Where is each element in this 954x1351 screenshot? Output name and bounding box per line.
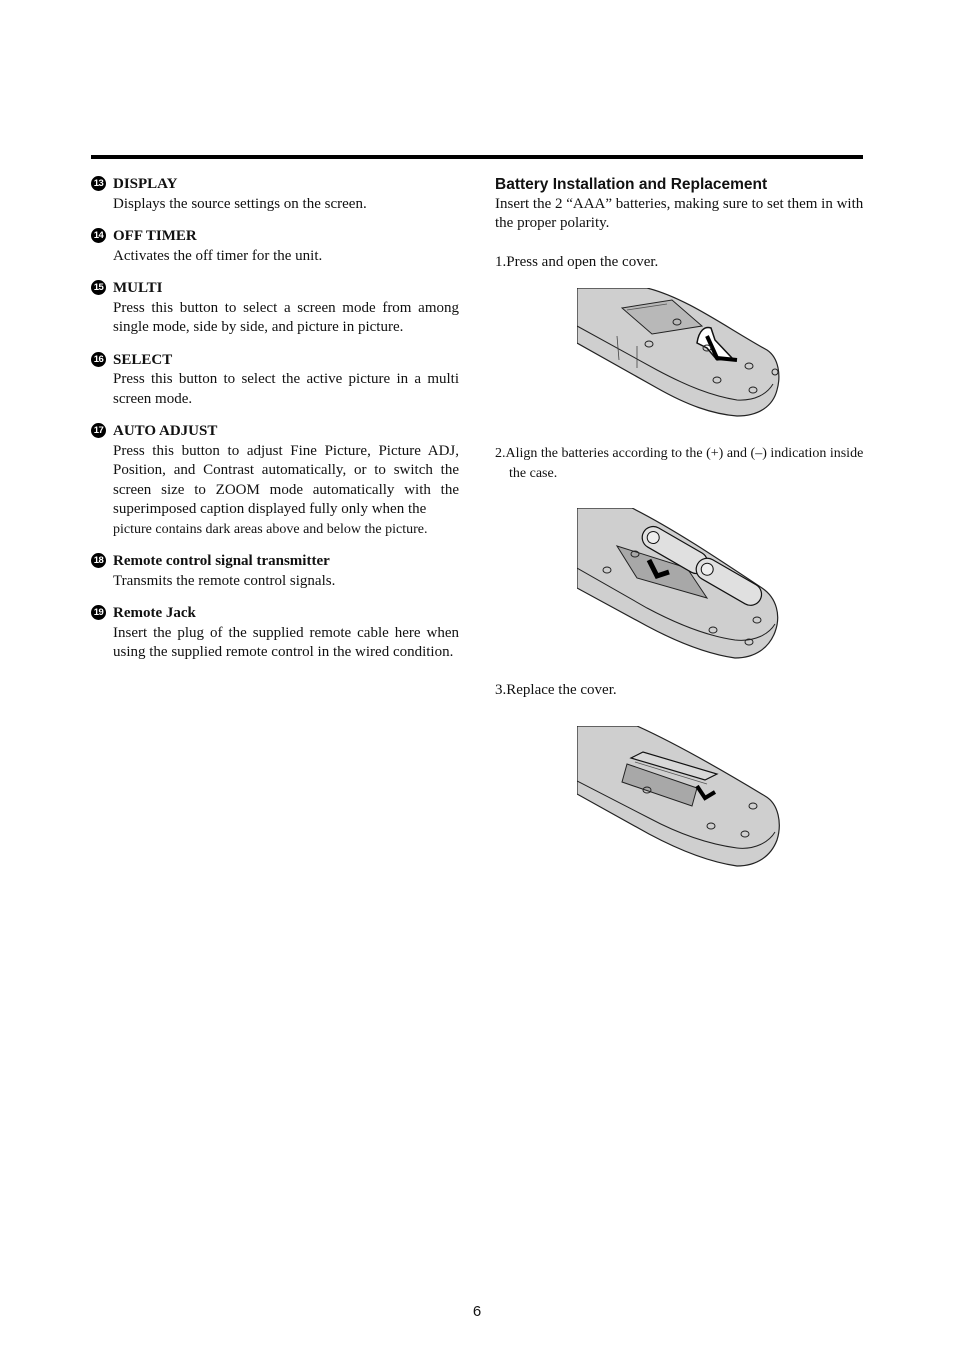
section-title: Battery Installation and Replacement [495, 176, 768, 193]
item-description: Press this button to select a screen mode from among single mode, side by side, and picture in picture. [113, 299, 459, 335]
item-remote-jack [91, 604, 459, 663]
item-description-last-line: picture contains dark areas above and below the picture. [113, 521, 428, 537]
item-multi [91, 279, 459, 338]
remote-insert-batteries-illustration [577, 508, 782, 670]
item-number-badge: 13 [91, 176, 106, 191]
item-number-badge: 16 [91, 352, 106, 367]
item-description: Displays the source settings on the screen. [113, 195, 367, 212]
item-select [91, 351, 459, 410]
item-number-badge: 15 [91, 280, 106, 295]
step-3-text: 3.Replace the cover. [495, 682, 617, 698]
page-number: 6 [472, 1303, 482, 1320]
item-description: Transmits the remote control signals. [113, 572, 336, 589]
item-off-timer [91, 227, 459, 266]
remote-replace-cover-illustration [577, 726, 782, 878]
item-description: Insert the plug of the supplied remote cable here when using the supplied remote control in the wired condition. [113, 624, 459, 660]
item-description: Activates the off timer for the unit. [113, 247, 323, 264]
item-title: DISPLAY [113, 176, 178, 192]
step-2-text: 2.Align the batteries according to the (+) and (–) indication inside the case. [495, 446, 864, 481]
battery-intro: Insert the 2 “AAA” batteries, making sure to set them in with the proper polarity. [495, 195, 864, 231]
item-display [91, 175, 459, 214]
remote-open-cover-illustration [577, 288, 782, 428]
item-description: Press this button to select the active picture in a multi screen mode. [113, 371, 459, 407]
item-number-badge: 14 [91, 228, 106, 243]
item-auto-adjust [91, 422, 459, 539]
item-title: AUTO ADJUST [113, 423, 218, 439]
item-title: Remote Jack [113, 605, 196, 621]
item-title: MULTI [113, 280, 163, 296]
step-1-text: 1.Press and open the cover. [495, 253, 659, 270]
button-descriptions [91, 175, 459, 676]
item-number-badge: 18 [91, 553, 106, 568]
top-rule [91, 155, 863, 159]
item-number-badge: 17 [91, 423, 106, 438]
item-title: SELECT [113, 351, 173, 368]
item-title: Remote control signal transmitter [113, 553, 330, 569]
item-title: OFF TIMER [113, 228, 197, 244]
item-remote-signal-transmitter [91, 552, 459, 591]
item-description: Press this button to adjust Fine Picture, Picture ADJ, Position, and Contrast automatically, or to switch the screen size to ZOOM mode automatically with the superimposed caption displayed fully only when the [113, 442, 459, 517]
item-number-badge: 19 [91, 605, 106, 620]
